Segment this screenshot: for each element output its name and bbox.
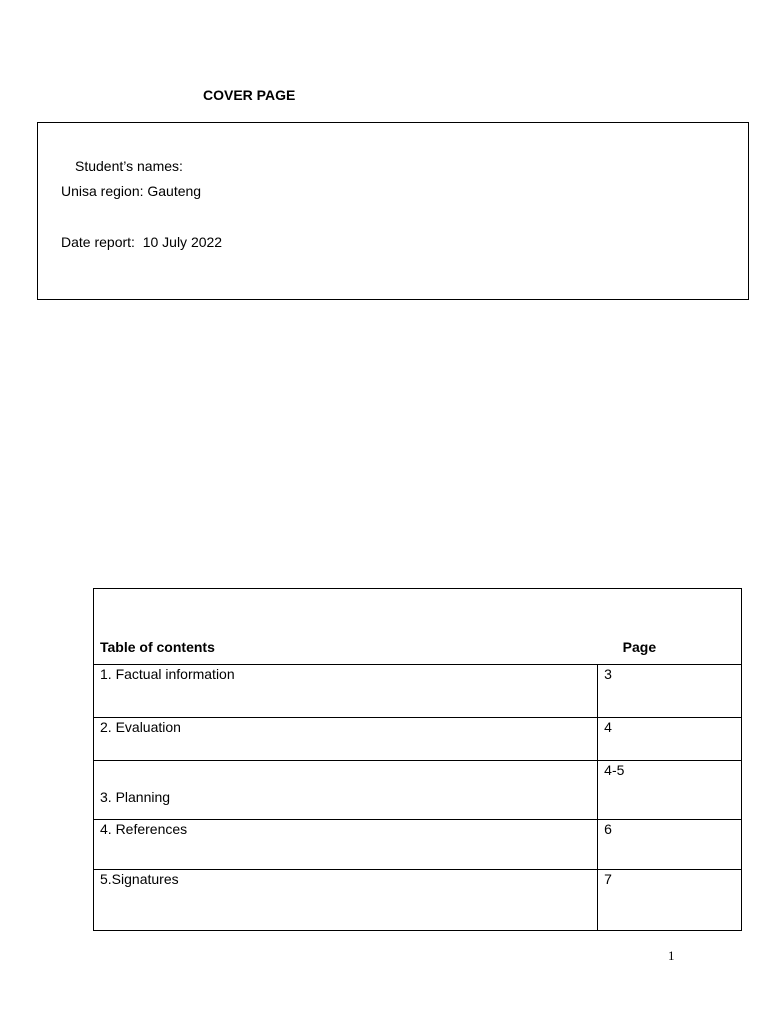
table-of-contents (93, 588, 742, 931)
table-row (94, 665, 742, 718)
toc-header-row (94, 589, 742, 665)
toc-entry-page: 4 (598, 718, 742, 761)
student-info-box (37, 122, 749, 300)
table-row (94, 718, 742, 761)
table-row (94, 761, 742, 820)
toc-entry-title: 4. References (94, 820, 598, 870)
toc-heading: Table of contents (94, 589, 598, 665)
cover-page-title: COVER PAGE (203, 87, 296, 103)
toc-entry-page: 3 (598, 665, 742, 718)
toc-entry-page: 7 (598, 870, 742, 931)
students-names-label: Student’s names: (75, 158, 183, 174)
unisa-region-line: Unisa region: Gauteng (61, 183, 202, 199)
toc-entry-title: 1. Factual information (94, 665, 598, 718)
date-report-line: Date report: 10 July 2022 (61, 234, 223, 250)
toc-entry-title: 2. Evaluation (94, 718, 598, 761)
toc-entry-title: 5.Signatures (94, 870, 598, 931)
table-row (94, 870, 742, 931)
toc-entry-page: 4-5 (598, 761, 742, 820)
toc-entry-page: 6 (598, 820, 742, 870)
table-row (94, 820, 742, 870)
toc-page-heading: Page (598, 589, 742, 665)
toc-entry-title: 3. Planning (94, 761, 598, 820)
page-number: 1 (668, 948, 675, 963)
